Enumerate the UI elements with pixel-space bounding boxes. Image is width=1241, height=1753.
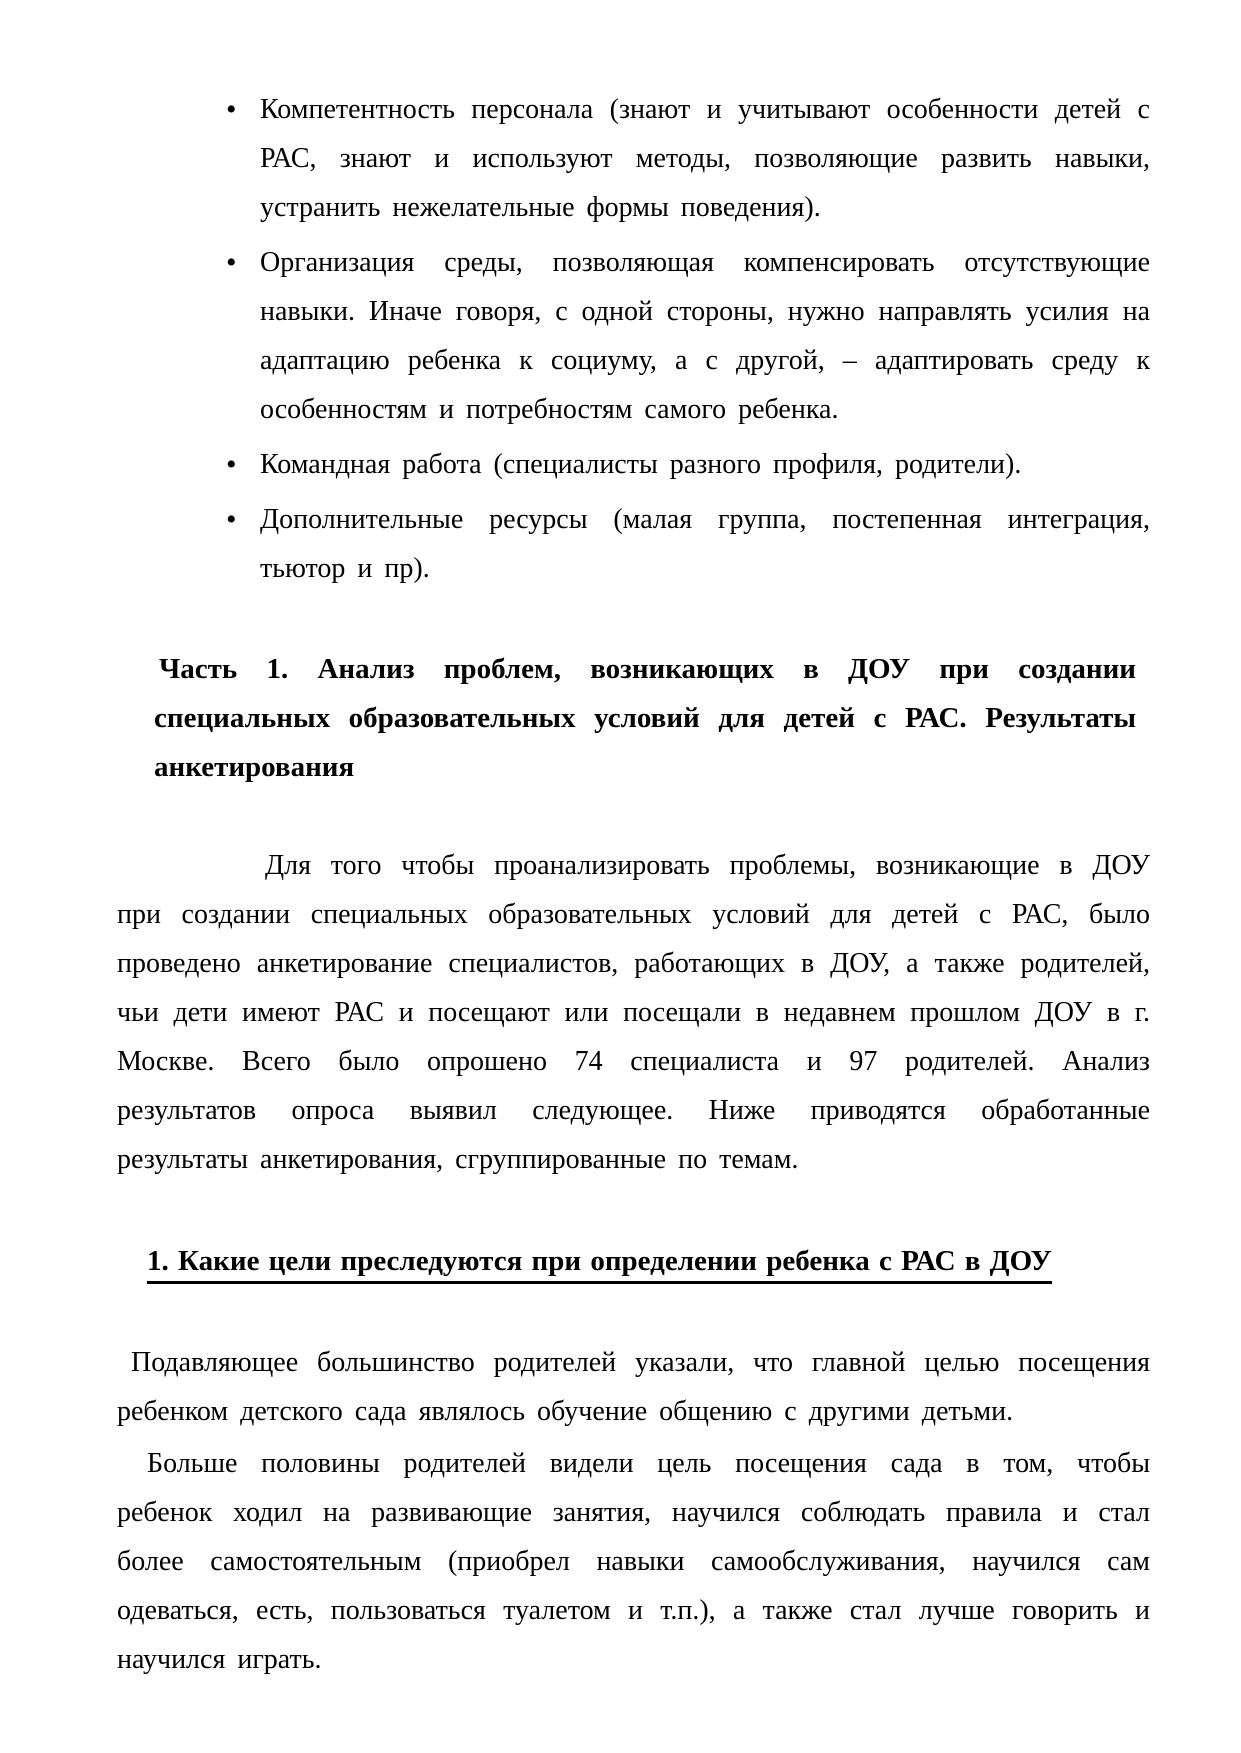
bullet-item-team-work: • Командная работа (специалисты разного профиля, родители).	[260, 440, 1150, 489]
bullet-item-staff-competence: • Компетентность персонала (знают и учитывают особенности детей с РАС, знают и используют методы, позволяющие развить навыки, устранить нежелательные формы поведения).	[260, 85, 1150, 232]
bullet-item-additional-resources: • Дополнительные ресурсы (малая группа, постепенная интеграция, тьютор и пр).	[260, 495, 1150, 593]
question-heading-1-text: 1. Какие цели преследуются при определении ребенка с РАС в ДОУ	[147, 1245, 1052, 1284]
goal-paragraph-half: Больше половины родителей видели цель посещения сада в том, чтобы ребенок ходил на развивающие занятия, научился соблюдать правила и стал более самостоятельным (приобрел навыки самообслуживания, научился сам одеваться, есть, пользоваться туалетом и т.п.), а также стал лучше говорить и научился играть.	[117, 1448, 1150, 1675]
bullet-item-environment-organization: • Организация среды, позволяющая компенсировать отсутствующие навыки. Иначе говоря, с одной стороны, нужно направлять усилия на адаптацию ребенка к социуму, а с другой, – адаптировать среду к особенностям и потребностям самого ребенка.	[260, 238, 1150, 434]
section-heading-part-1: Часть 1. Анализ проблем, возникающих в ДОУ при создании специальных образовательных условий для детей с РАС. Результаты анкетирования	[154, 653, 1136, 783]
conditions-bullet-list	[117, 85, 1150, 593]
question-heading-1	[147, 1237, 1150, 1286]
goal-paragraph-majority: Подавляющее большинство родителей указали, что главной целью посещения ребенком детского сада являлось обучение общению с другими детьми.	[117, 1347, 1150, 1427]
intro-paragraph: Для того чтобы проанализировать проблемы, возникающие в ДОУ при создании специальных образовательных условий для детей с РАС, было проведено анкетирование специалистов, работающих в ДОУ, а также родителей, чьи дети имеют РАС и посещают или посещали в недавнем прошлом ДОУ в г. Москве. Всего было опрошено 74 специалиста и 97 родителей. Анализ результатов опроса выявил следующее. Ниже приводятся обработанные результаты анкетирования, сгруппированные по темам.	[117, 850, 1150, 1175]
